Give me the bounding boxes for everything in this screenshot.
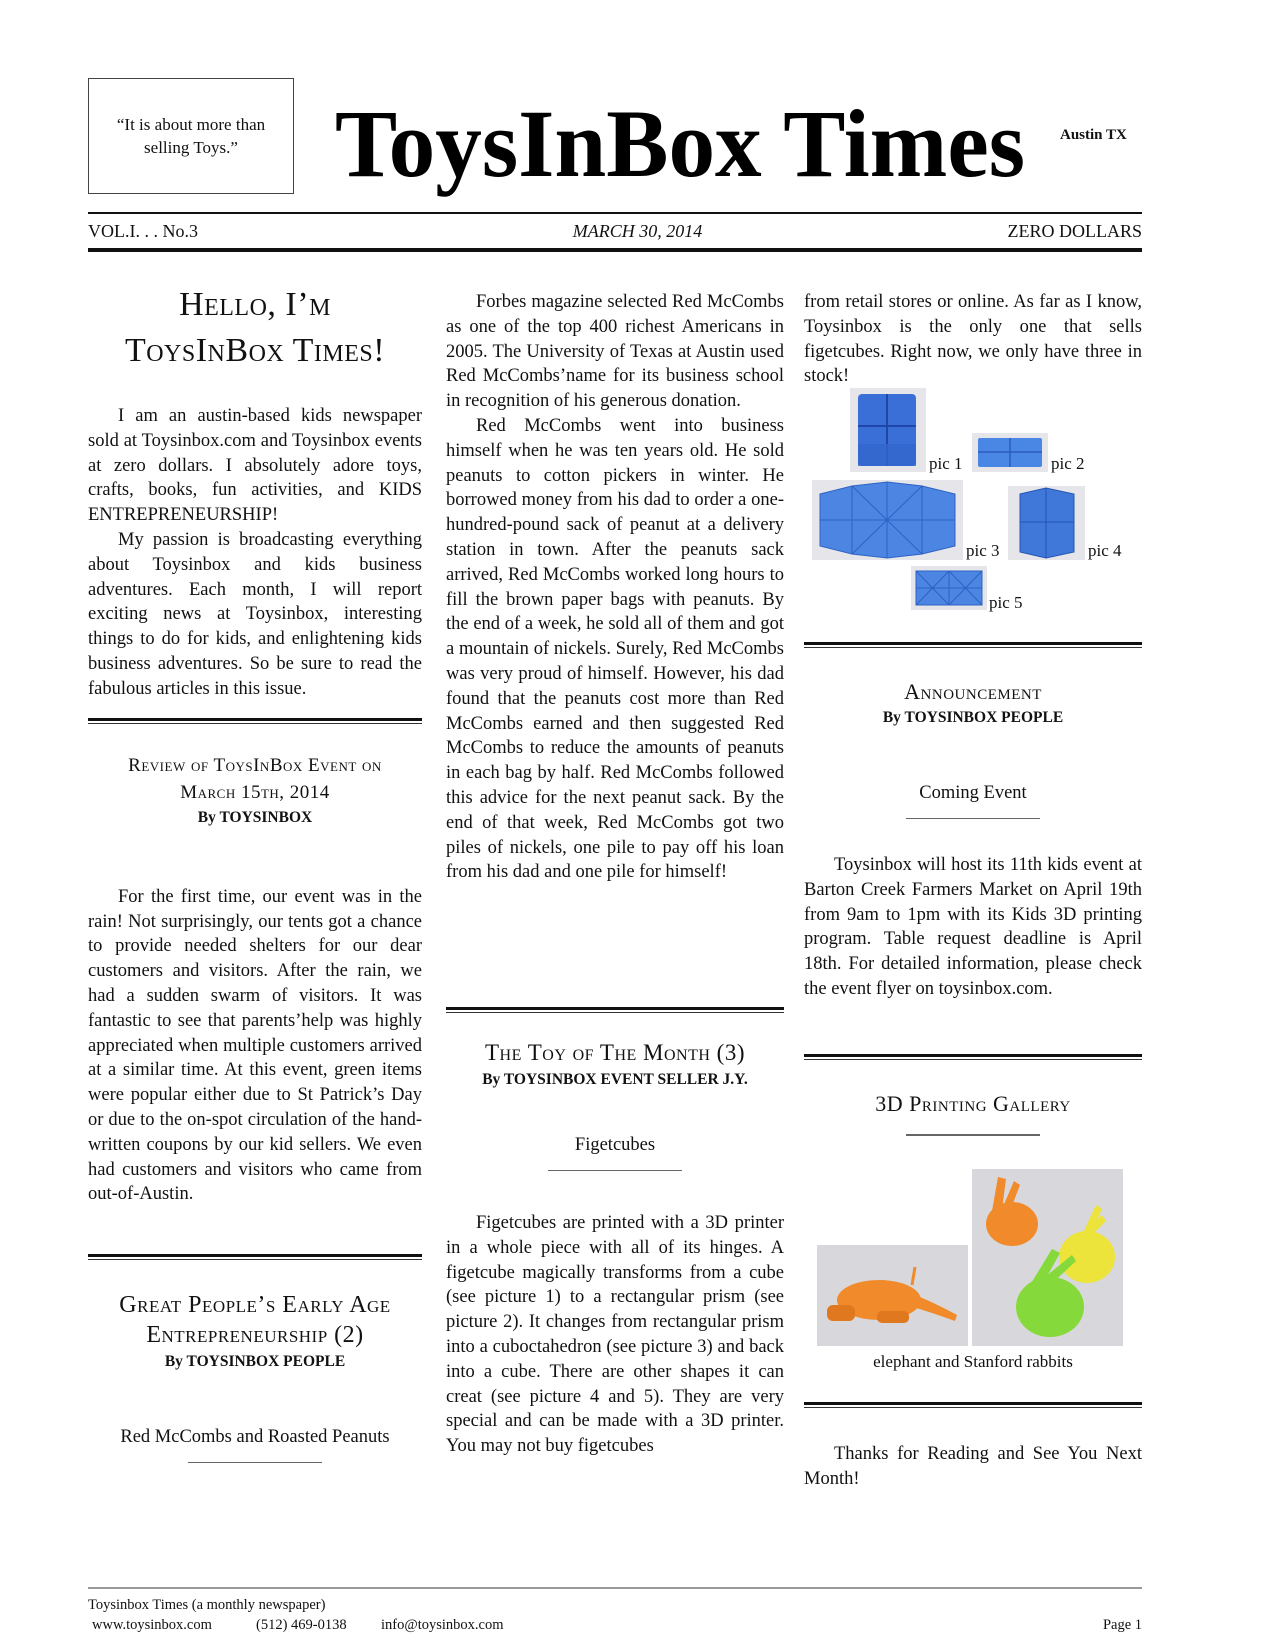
intro-title [88, 282, 422, 374]
toy-of-month-paragraph: Figetcubes are printed with a 3D printer in a whole piece with all of its hinges. A figetcube magically transforms from a cube (see picture 1) to a rectangular prism (see picture 2). It changes from rectangular prism into a cuboctahedron (see picture 3) and back into a cube. There are other shapes it can creat (see picture 4 and 5). They are very special and can be made with a 3D printer. You may not buy figetcubes [446, 1213, 784, 1457]
announcement-paragraph: Toysinbox will host its 11th kids event at Barton Creek Farmers Market on April 19th from 9am to 1pm with its Kids 3D printing program. Table request deadline is April 18th. For detailed information, please check the event flyer on toysinbox.com. [804, 855, 1142, 1000]
rabbits-image-icon [972, 1169, 1123, 1346]
pic-label: pic 3 [966, 541, 1000, 560]
figetcube-pic-2 [972, 433, 1048, 472]
toy-of-month-byline: By TOYSINBOX EVENT SELLER J.Y. [482, 1071, 748, 1088]
announcement-subhead: Coming Event [919, 782, 1027, 803]
cuboctahedron-image-icon [812, 480, 963, 560]
section-divider [804, 1402, 1142, 1408]
great-people-subhead: Red McCombs and Roasted Peanuts [120, 1426, 390, 1447]
great-people-paragraph: Forbes magazine selected Red McCombs as one of the top 400 richest Americans in 2005. The University of Texas at Austin used Red McCombs’name for its business school in recognition of his generous donation. [446, 292, 784, 412]
section-divider [88, 718, 422, 724]
great-people-paragraph: Red McCombs went into business himself when he was ten years old. He sold peanuts to cotton pickers in winter. He borrowed money from his dad to order a one-hundred-pound sack of peanut at a delivery station in town. After the peanuts sack arrived, Red McCombs worked long hours to fill the brown paper bags with peanuts. By the end of a week, he sold all of them and got a mountain of nickels. Surely, Red McCombs was very proud of himself. However, his dad found that the peanuts cost more than Red McCombs earned and then suggested Red McCombs to reduce the amounts of peanuts in each bag by half. Red McCombs followed this advice for the next peanut sack. By the end of that week, Red McCombs got two piles of nickels, one pile to pay off his loan from his dad and one pile for himself! [446, 415, 784, 883]
footer-description: Toysinbox Times (a monthly newspaper) [88, 1597, 326, 1613]
toy-of-month-article [446, 1038, 784, 1459]
toy-of-month-title: The Toy of The Month (3) [485, 1040, 745, 1065]
announcement-title: Announcement [904, 679, 1042, 704]
prism-image-icon [972, 433, 1048, 472]
page-number: Page 1 [1102, 1617, 1142, 1633]
announcement-article [804, 678, 1142, 1002]
review-article [88, 752, 422, 1207]
volume-number: VOL.I. . . No.3 [88, 221, 198, 241]
column-3 [804, 290, 1142, 389]
masthead-title [330, 88, 1030, 198]
toy-of-month-subhead: Figetcubes [574, 1134, 656, 1155]
gallery-title: 3D Printing Gallery [875, 1091, 1071, 1116]
intro-title-line1: Hello, I’m [179, 286, 331, 323]
issue-date: MARCH 30, 2014 [572, 221, 703, 241]
pic-label: pic 5 [989, 593, 1023, 612]
figetcube-pic-5 [911, 566, 987, 610]
great-people-title [88, 1290, 422, 1350]
figetcube-pic-1 [850, 388, 926, 472]
flat-shape-image-icon [911, 566, 987, 610]
header-rule-top [88, 212, 1142, 214]
great-people-byline: By TOYSINBOX PEOPLE [164, 1353, 346, 1370]
footer-email-link[interactable]: info@toysinbox.com [381, 1617, 504, 1633]
figetcube-pic-4 [1008, 486, 1085, 560]
cube-image-icon [850, 388, 926, 472]
column-2 [446, 290, 784, 885]
closing-text: Thanks for Reading and See You Next Month! [804, 1444, 1142, 1489]
shape-image-icon [1008, 486, 1085, 560]
motto-box [88, 78, 294, 194]
review-title-line1: Review of ToysInBox Event on [128, 755, 382, 776]
gallery-section [804, 1090, 1142, 1136]
rabbits-photo [972, 1169, 1123, 1346]
section-divider [804, 642, 1142, 648]
closing-note [804, 1442, 1142, 1492]
section-divider [88, 1254, 422, 1260]
great-people-title-line1: Great People’s Early Age [119, 1292, 391, 1318]
toy-of-month-continued: from retail stores or online. As far as I know, Toysinbox is the only one that sells figetcubes. Right now, we only have three in stock! [804, 292, 1142, 387]
review-title [88, 752, 422, 806]
gallery-caption: elephant and Stanford rabbits [873, 1352, 1073, 1371]
review-byline: By TOYSINBOX [197, 809, 313, 826]
intro-title-line2: ToysInBox Times! [124, 332, 386, 369]
subhead-rule [188, 1462, 322, 1464]
section-divider [446, 1007, 784, 1013]
intro-paragraph: I am an austin-based kids newspaper sold at Toysinbox.com and Toysinbox events at zero dollars. I absolutely adore toys, crafts, books, fun activities, and KIDS ENTREPRENEURSHIP! [88, 406, 422, 526]
elephant-image-icon [817, 1245, 968, 1346]
header-rule-bottom [88, 248, 1142, 252]
masthead-blackletter [330, 88, 1030, 198]
review-title-line2: March 15th, 2014 [180, 782, 330, 803]
section-divider [804, 1054, 1142, 1060]
footer-phone: (512) 469-0138 [256, 1617, 347, 1633]
intro-paragraph: My passion is broadcasting everything about Toysinbox and kids business adventures. Each month, I will report exciting news at Toysinbox, interesting things to do for kids, and enlightening kids business adventures. So be sure to read the fabulous articles in this issue. [88, 529, 422, 699]
city-label: Austin TX [1060, 127, 1127, 143]
great-people-article [88, 1290, 422, 1463]
pic-label: pic 4 [1088, 541, 1122, 560]
elephant-photo [817, 1245, 968, 1346]
great-people-title-line2: Entrepreneurship (2) [146, 1322, 364, 1348]
figetcube-pic-3 [812, 480, 963, 560]
price-label: ZERO DOLLARS [1007, 221, 1142, 241]
masthead-title-text: ToysInBox Times [335, 90, 1025, 197]
announcement-byline: By TOYSINBOX PEOPLE [882, 709, 1064, 726]
column-1 [88, 282, 422, 702]
footer-website-link[interactable]: www.toysinbox.com [92, 1617, 212, 1633]
pic-label: pic 2 [1051, 454, 1085, 473]
motto-text: “It is about more than selling Toys.” [116, 115, 266, 157]
subhead-rule [906, 1134, 1040, 1136]
review-paragraph: For the first time, our event was in the rain! Not surprisingly, our tents got a chance to provide needed shelters for our dear customers and visitors. After the rain, we had a sudden swarm of visitors. It was fantastic to see that parents’help was highly appreciated when multiple customers arrived at a similar time. At this event, green items were popular either due to St Patrick’s Day or due to the on-spot circulation of the hand-written coupons by our kid sellers. We even had customers and visitors who came from out-of-Austin. [88, 886, 422, 1205]
footer-rule [88, 1587, 1142, 1589]
pic-label: pic 1 [929, 454, 963, 473]
